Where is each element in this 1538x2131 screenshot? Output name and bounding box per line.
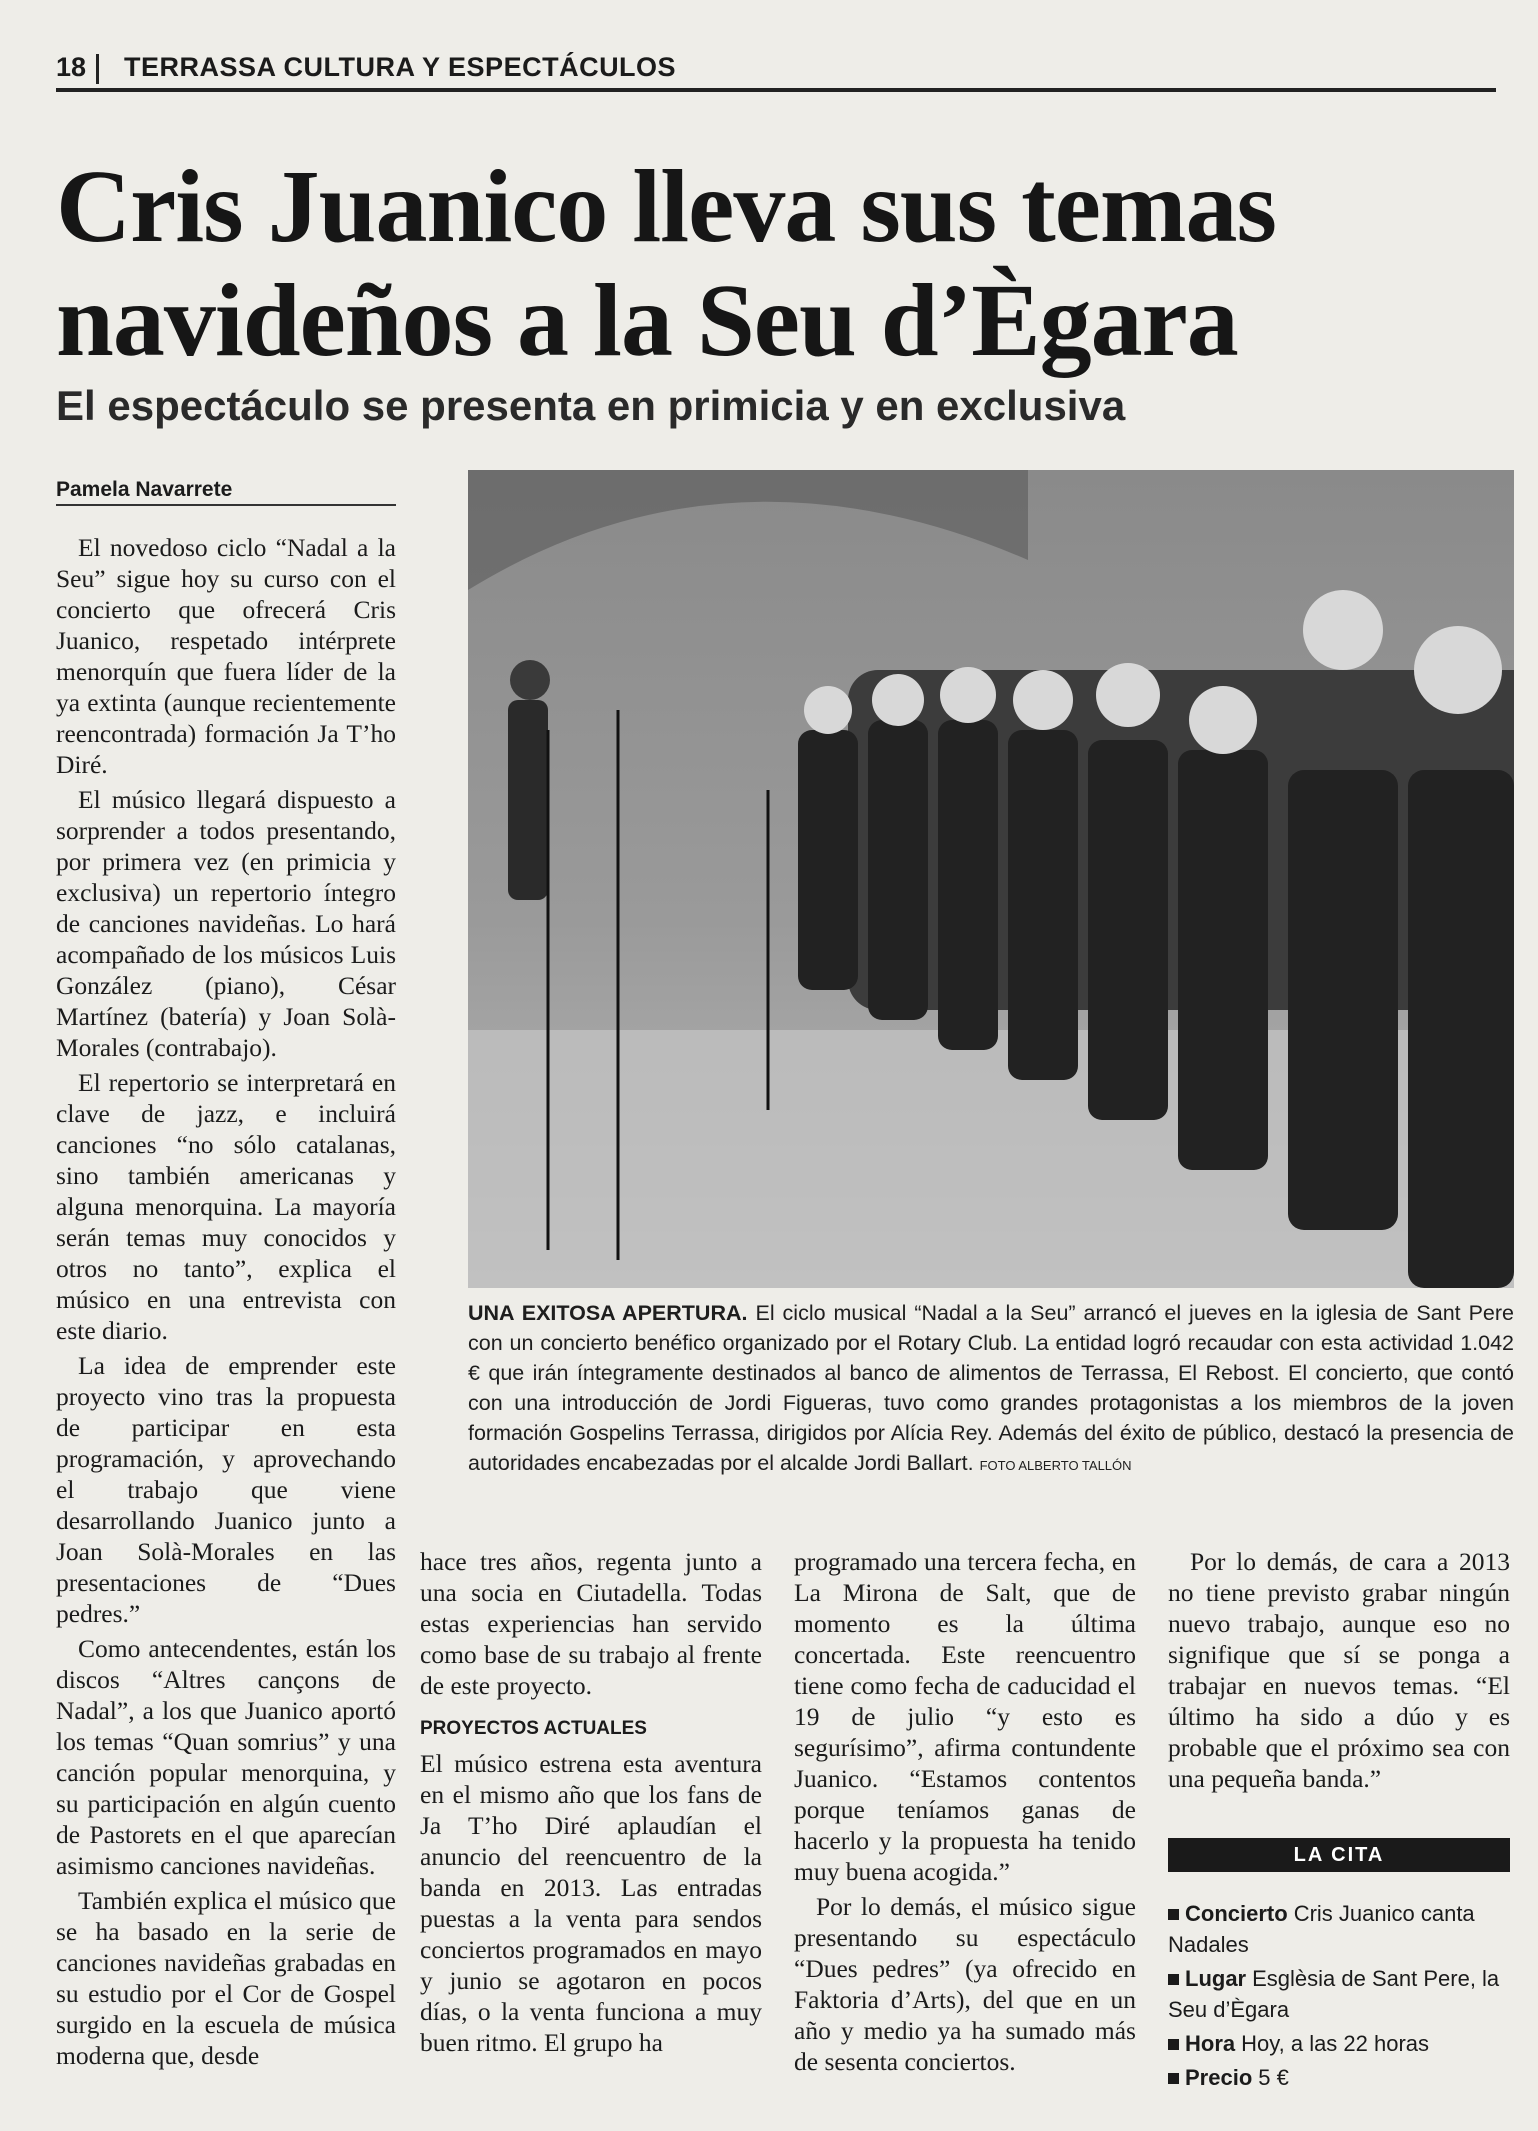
la-cita-title: LA CITA xyxy=(1168,1838,1510,1872)
subheadline: El espectáculo se presenta en primicia y en exclusiva xyxy=(56,382,1126,429)
photo-caption xyxy=(468,1298,1514,1481)
column-4 xyxy=(1168,1546,1510,1798)
la-cita-value: Esglèsia de Sant Pere, la Seu d’Ègara xyxy=(1168,1966,1500,2022)
byline: Pamela Navarrete xyxy=(56,478,233,501)
caption-text: El ciclo musical “Nadal a la Seu” arrancó el jueves en la iglesia de Sant Pere con un concierto benéfico organizado por el Rotary Club. La entidad logró recaudar con esta actividad 1.042 € que irán íntegramente destinados al banco de alimentos de Terrassa, El Rebost. El concierto, que contó con una introducción de Jordi Figueras, tuvo como grandes protagonistas a los miembros de la joven formación Gospelins Terrassa, dirigidos por Alícia Rey. Además del éxito de público, destacó la presencia de autoridades encabezadas por el alcalde Jordi Ballart. xyxy=(468,1301,1514,1475)
la-cita-label: Precio xyxy=(1185,2065,1253,2090)
paragraph: También explica el músico que se ha basado en la serie de canciones navideñas grabadas en su estudio por el Cor de Gospel surgido en la escuela de música moderna que, desde xyxy=(56,1886,396,2070)
bullet-square-icon xyxy=(1168,1974,1179,1985)
choir-photo-image xyxy=(468,470,1514,1288)
page-number: 18 xyxy=(56,52,87,82)
paragraph: Por lo demás, el músico sigue presentando su espectáculo “Dues pedres” (ya ofrecido en Faktoria d’Arts), del que en un año y medio ya ha sumado más de sesenta conciertos. xyxy=(794,1892,1136,2076)
headline: Cris Juanico lleva sus temas navideños a la Seu d’Ègara xyxy=(56,149,1276,378)
paragraph: hace tres años, regenta junto a una socia en Ciutadella. Todas estas experiencias han servido como base de su trabajo al frente de este proyecto. xyxy=(420,1547,762,1700)
column-2 xyxy=(420,1546,762,2062)
section-heading: PROYECTOS ACTUALES xyxy=(420,1718,647,1739)
section-title xyxy=(124,52,676,83)
caption-lead: UNA EXITOSA APERTURA. xyxy=(468,1301,748,1325)
la-cita-value: Cris Juanico canta Nadales xyxy=(1168,1901,1475,1957)
photo-credit: FOTO ALBERTO TALLÓN xyxy=(979,1458,1132,1473)
la-cita-item xyxy=(1168,1963,1510,2025)
paragraph: Por lo demás, de cara a 2013 no tiene previsto grabar ningún nuevo trabajo, aunque eso no signifique que sí se ponga a trabajar en nuevos temas. “El último ha sido a dúo y es probable que el próximo sea con una pequeña banda.” xyxy=(1168,1547,1510,1793)
la-cita-label: Concierto xyxy=(1185,1901,1288,1926)
header-separator xyxy=(96,54,99,84)
paragraph: El repertorio se interpretará en clave de jazz, e incluirá canciones “no sólo catalanas, sino también americanas y alguna menorquina. La mayoría serán temas muy conocidos y otros no tanto”, explica el músico en una entrevista con este diario. xyxy=(56,1068,396,1345)
byline-rule xyxy=(56,504,396,506)
la-cita-label: Hora xyxy=(1185,2031,1236,2056)
bullet-square-icon xyxy=(1168,2073,1179,2084)
choir-photo xyxy=(468,470,1514,1288)
paragraph: Como antecendentes, están los discos “Altres cançons de Nadal”, a los que Juanico aportó los temas “Quan somrius” y una canción popular menorquina, y su participación en algún cuento de Pastorets en el que aparecían asimismo canciones navideñas. xyxy=(56,1634,396,1880)
la-cita-value: 5 € xyxy=(1258,2065,1289,2090)
la-cita-box xyxy=(1168,1838,1510,2096)
paragraph: La idea de emprender este proyecto vino tras la propuesta de participar en esta programación, y aprovechando el trabajo que viene desarrollando Juanico junto a Joan Solà-Morales en las presentaciones de “Dues pedres.” xyxy=(56,1351,396,1628)
la-cita-list xyxy=(1168,1898,1510,2093)
la-cita-item xyxy=(1168,2062,1510,2093)
la-cita-item xyxy=(1168,1898,1510,1960)
la-cita-value: Hoy, a las 22 horas xyxy=(1241,2031,1430,2056)
bullet-square-icon xyxy=(1168,2039,1179,2050)
bullet-square-icon xyxy=(1168,1909,1179,1920)
header-rule xyxy=(56,88,1496,92)
paragraph: programado una tercera fecha, en La Mirona de Salt, que de momento es la última concertada. Este reencuentro tiene como fecha de caducidad el 19 de julio “y esto es segurísimo”, afirma contundente Juanico. “Estamos contentos porque teníamos ganas de hacerlo y la propuesta ha tenido muy buena acogida.” xyxy=(794,1547,1136,1886)
paragraph: El músico estrena esta aventura en el mismo año que los fans de Ja T’ho Diré aplaudían el anuncio del reencuentro de la banda en 2013. Las entradas puestas a la venta para sendos conciertos programados en mayo y junio se agotaron en pocos días, o la venta funciona a muy buen ritmo. El grupo ha xyxy=(420,1749,762,2057)
column-1 xyxy=(56,532,396,2075)
paragraph: El músico llegará dispuesto a sorprender a todos presentando, por primera vez (en primicia y exclusiva) un repertorio íntegro de canciones navideñas. Lo hará acompañado de los músicos Luis González (piano), César Martínez (batería) y Joan Solà-Morales (contrabajo). xyxy=(56,785,396,1062)
page-header xyxy=(56,50,1496,92)
section-name: TERRASSA xyxy=(124,52,276,82)
la-cita-label: Lugar xyxy=(1185,1966,1247,1991)
la-cita-item xyxy=(1168,2028,1510,2059)
column-3 xyxy=(794,1546,1136,2081)
paragraph: El novedoso ciclo “Nadal a la Seu” sigue hoy su curso con el concierto que ofrecerá Cris Juanico, respetado intérprete menorquín que fuera líder de la ya extinta (aunque recientemente reencontrada) formación Ja T’ho Diré. xyxy=(56,533,396,779)
subsection-name: CULTURA Y ESPECTÁCULOS xyxy=(283,52,677,82)
